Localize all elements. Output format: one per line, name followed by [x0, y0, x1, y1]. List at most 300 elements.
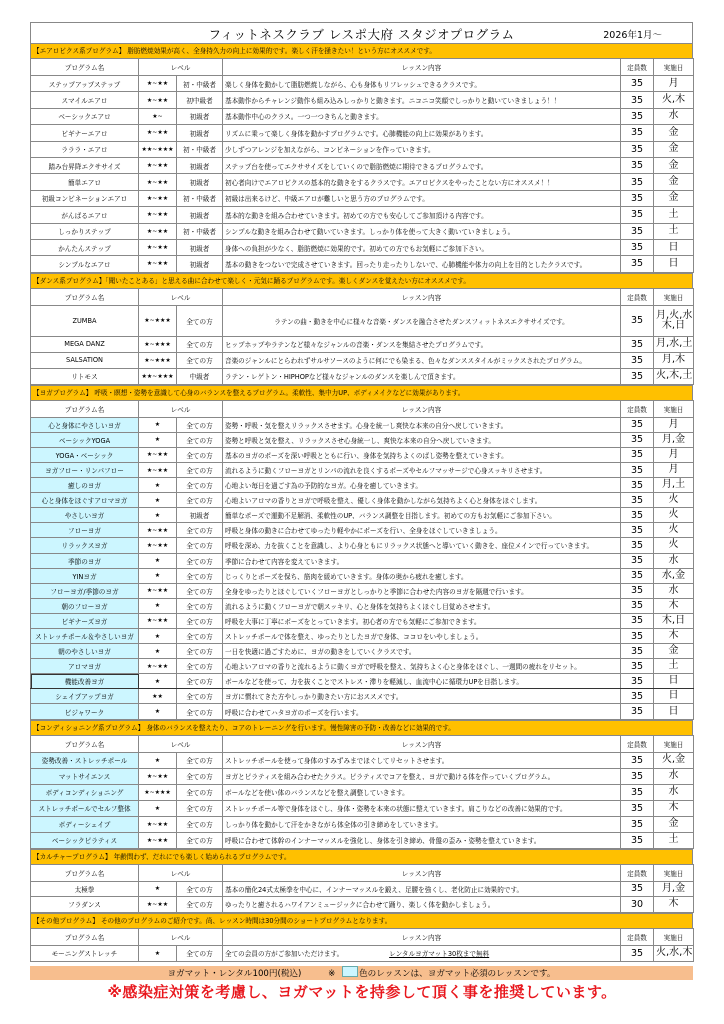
star-rating: ★	[139, 674, 177, 689]
table-row	[31, 674, 694, 689]
day: 日	[654, 256, 694, 272]
lesson-content: ボールなどを使い体のバランスなどを整え調整していきます。	[223, 784, 621, 800]
program-name: フラダンス	[31, 897, 139, 913]
level: 初・中級者	[177, 76, 223, 92]
capacity: 35	[621, 523, 654, 538]
table-row	[31, 157, 694, 173]
star-rating: ★	[139, 417, 177, 432]
capacity: 35	[621, 629, 654, 644]
star-rating: ★	[139, 478, 177, 493]
star-rating: ★~★★	[139, 256, 177, 272]
capacity: 35	[621, 207, 654, 223]
capacity: 35	[621, 613, 654, 628]
lesson-content: 心地よいアロマの香りと流れるように動くヨガで呼吸を整え、気持ちよく心と身体をほぐし、一週間の疲れをリセット。	[223, 659, 621, 674]
level: 全ての方	[177, 881, 223, 897]
program-name: MEGA DANZ	[31, 336, 139, 352]
capacity: 35	[621, 538, 654, 553]
program-name: ボディコンディショニング	[31, 784, 139, 800]
level: 全ての方	[177, 897, 223, 913]
star-rating: ★~★★★	[139, 352, 177, 368]
level: 初・中級者	[177, 223, 223, 239]
level: 全ての方	[177, 659, 223, 674]
program-name: シェイプアップヨガ	[31, 689, 139, 704]
table-row	[31, 508, 694, 523]
day: 日	[654, 704, 694, 719]
col-program-name: プログラム名	[31, 864, 139, 881]
col-program-name: プログラム名	[31, 928, 139, 945]
program-name: 太極拳	[31, 881, 139, 897]
lesson-content: ボールなどを使って、力を抜くことでストレス・滞りを軽減し、血流中心に循環力UPを目指します。	[223, 674, 621, 689]
star-rating: ★★~★★★	[139, 141, 177, 157]
lesson-content: 初級は出来るけど、中級エアロが難しいと思う方のプログラムです。	[223, 190, 621, 206]
col-capacity: 定員数	[621, 864, 654, 881]
lesson-content: ストレッチポール等で身体をほぐし、身体・姿勢を本来の状態に整えていきます。肩こりなどの改善に効果的です。	[223, 800, 621, 816]
day: 火	[654, 538, 694, 553]
col-content: レッスン内容	[223, 735, 621, 752]
level: 全ての方	[177, 945, 223, 961]
lesson-content: ステップ台を使ってエクササイズをしていくので脂肪燃焼に期待できるプログラムです。	[223, 157, 621, 173]
lesson-content: 心地よいアロマの香りとヨガで呼吸を整え、優しく身体を動かしながら気持ちよく心と身体をほぐします。	[223, 493, 621, 508]
program-name: スマイルエアロ	[31, 92, 139, 108]
star-rating: ★~★★	[139, 583, 177, 598]
level: 全ての方	[177, 417, 223, 432]
lesson-content: ストレッチポールを使って身体のすみずみまでほぐしてリセットさせます。	[223, 752, 621, 768]
table-row	[31, 462, 694, 477]
capacity: 35	[621, 768, 654, 784]
program-name: モーニングストレッチ	[31, 945, 139, 961]
lesson-content	[223, 945, 621, 961]
table-row	[31, 125, 694, 141]
level: 全ての方	[177, 800, 223, 816]
capacity: 35	[621, 659, 654, 674]
level: 全ての方	[177, 493, 223, 508]
star-rating: ★~★★	[139, 538, 177, 553]
program-name: 姿勢改善・ストレッチポール	[31, 752, 139, 768]
level: 全ての方	[177, 336, 223, 352]
table-row	[31, 583, 694, 598]
table-row	[31, 368, 694, 384]
table-row	[31, 768, 694, 784]
day: 木	[654, 629, 694, 644]
program-name: 簡単エアロ	[31, 174, 139, 190]
day: 水	[654, 108, 694, 124]
day: 火,水,木	[654, 945, 694, 961]
program-name: アロマヨガ	[31, 659, 139, 674]
day: 金	[654, 141, 694, 157]
level: 全ての方	[177, 538, 223, 553]
program-name: 機能改善ヨガ	[31, 674, 139, 689]
capacity: 35	[621, 336, 654, 352]
star-rating: ★~★★	[139, 897, 177, 913]
program-name: YOGA・ベーシック	[31, 447, 139, 462]
table-row	[31, 784, 694, 800]
col-level: レベル	[139, 928, 223, 945]
star-rating: ★~★★	[139, 223, 177, 239]
col-content: レッスン内容	[223, 864, 621, 881]
capacity: 35	[621, 190, 654, 206]
capacity: 35	[621, 816, 654, 832]
table-row	[31, 523, 694, 538]
program-name: ビギナーズヨガ	[31, 613, 139, 628]
capacity: 35	[621, 305, 654, 336]
section-heading-culture: 【カルチャープログラム】 年齢問わず、だれにでも楽しく始められるプログラムです。	[30, 849, 693, 864]
table-row	[31, 352, 694, 368]
lesson-content: しっかり体を動かして汗をかきながら体全体の引き締めをしていきます。	[223, 816, 621, 832]
lesson-content: 呼吸を深め、力を抜くことを意識し、より心身ともにリラックス状態へと導いていく動きを、座位メインで行っていきます。	[223, 538, 621, 553]
day: 月	[654, 447, 694, 462]
program-name: リトモス	[31, 368, 139, 384]
level: 全ての方	[177, 462, 223, 477]
star-rating: ★	[139, 568, 177, 583]
day: 火,木	[654, 92, 694, 108]
mat-rental-text: ヨガマット・レンタル100円(税込)	[167, 969, 302, 979]
lesson-content: 流れるように動くフローヨガで朝スッキリ、心と身体を気持ちよくほぐし目覚めさせます。	[223, 598, 621, 613]
program-name: リラックスヨガ	[31, 538, 139, 553]
capacity: 35	[621, 704, 654, 719]
star-rating: ★	[139, 508, 177, 523]
col-program-name: プログラム名	[31, 288, 139, 305]
table-row	[31, 689, 694, 704]
col-day: 実施日	[654, 400, 694, 417]
page-title: フィットネスクラブ レスポ大府 スタジオプログラム	[208, 27, 515, 42]
col-level: レベル	[139, 735, 223, 752]
level: 全ての方	[177, 629, 223, 644]
program-name: がんばるエアロ	[31, 207, 139, 223]
table-row	[31, 613, 694, 628]
star-rating: ★~★★	[139, 768, 177, 784]
table-row	[31, 881, 694, 897]
culture-table	[30, 864, 694, 913]
star-rating: ★★~★★★	[139, 368, 177, 384]
col-program-name: プログラム名	[31, 735, 139, 752]
table-row	[31, 223, 694, 239]
level: 全ての方	[177, 352, 223, 368]
col-capacity: 定員数	[621, 928, 654, 945]
star-rating: ★~★★	[139, 207, 177, 223]
lesson-content: ラテンの曲・動きを中心に様々な音楽・ダンスを融合させたダンスフィットネスエクササイズです。	[223, 305, 621, 336]
star-rating: ★	[139, 800, 177, 816]
mat-required-color-swatch	[342, 966, 358, 977]
col-content: レッスン内容	[223, 400, 621, 417]
column-header-row	[31, 735, 694, 752]
program-name: ラララ・エアロ	[31, 141, 139, 157]
star-rating: ★	[139, 945, 177, 961]
level: 初級者	[177, 125, 223, 141]
day: 水	[654, 553, 694, 568]
table-row	[31, 816, 694, 832]
star-rating: ★~★★	[139, 613, 177, 628]
capacity: 35	[621, 493, 654, 508]
day: 木	[654, 598, 694, 613]
col-content: レッスン内容	[223, 59, 621, 76]
lesson-content: 少しずつアレンジを加えながら、コンビネーションを作っていきます。	[223, 141, 621, 157]
day: 金	[654, 174, 694, 190]
day: 木	[654, 800, 694, 816]
level: 初級者	[177, 157, 223, 173]
star-rating: ★	[139, 752, 177, 768]
table-row	[31, 832, 694, 848]
section-heading-yoga: 【ヨガプログラム】 呼吸・瞑想・姿勢を意識して心身のバランスを整えるプログラム。柔軟性、集中力UP、ボディメイクなどに効果があります。	[30, 385, 693, 400]
capacity: 35	[621, 553, 654, 568]
star-rating: ★~★★	[139, 174, 177, 190]
level: 全ての方	[177, 613, 223, 628]
level: 初級者	[177, 108, 223, 124]
day: 水	[654, 784, 694, 800]
day: 金	[654, 157, 694, 173]
dance-table	[30, 288, 694, 385]
level: 初・中級者	[177, 190, 223, 206]
level: 中級者	[177, 368, 223, 384]
capacity: 35	[621, 832, 654, 848]
star-rating: ★★	[139, 689, 177, 704]
day: 火,木,土	[654, 368, 694, 384]
program-name: ヨガフロー・リンパフロー	[31, 462, 139, 477]
day: 火	[654, 493, 694, 508]
yoga-table	[30, 400, 694, 720]
table-row	[31, 92, 694, 108]
table-row	[31, 493, 694, 508]
day: 金	[654, 644, 694, 659]
program-name: 心と身体をほぐすアロマヨガ	[31, 493, 139, 508]
star-rating: ★	[139, 629, 177, 644]
lesson-content: じっくりとポーズを保ち、筋肉を緩めていきます。身体の奥から疲れを癒します。	[223, 568, 621, 583]
day: 日	[654, 674, 694, 689]
program-name: シンプルなエアロ	[31, 256, 139, 272]
day: 水	[654, 768, 694, 784]
lesson-content: リズムに乗って楽しく身体を動かすプログラムです。心肺機能の向上に効果があります。	[223, 125, 621, 141]
col-level: レベル	[139, 59, 223, 76]
table-row	[31, 417, 694, 432]
program-name: マットサイエンス	[31, 768, 139, 784]
col-day: 実施日	[654, 928, 694, 945]
star-rating: ★	[139, 493, 177, 508]
footer-bar	[30, 966, 693, 980]
column-header-row	[31, 59, 694, 76]
level: 全ての方	[177, 478, 223, 493]
level: 初級者	[177, 207, 223, 223]
capacity: 35	[621, 239, 654, 255]
star-rating: ★~★★	[139, 816, 177, 832]
lesson-content: 基本動作中心のクラス。一つ一つきちんと動きます。	[223, 108, 621, 124]
program-name: かんたんステップ	[31, 239, 139, 255]
color-legend-text: 色のレッスンは、ヨガマット必須のレッスンです。	[359, 969, 556, 979]
star-rating: ★~★★	[139, 659, 177, 674]
capacity: 35	[621, 223, 654, 239]
day: 火	[654, 508, 694, 523]
program-name: ベーシックピラティス	[31, 832, 139, 848]
star-rating: ★	[139, 644, 177, 659]
level: 全ての方	[177, 784, 223, 800]
level: 初中級者	[177, 92, 223, 108]
star-rating: ★~★★★	[139, 336, 177, 352]
capacity: 35	[621, 76, 654, 92]
program-name: やさしいヨガ	[31, 508, 139, 523]
table-row	[31, 897, 694, 913]
capacity: 35	[621, 752, 654, 768]
capacity: 35	[621, 417, 654, 432]
col-day: 実施日	[654, 59, 694, 76]
capacity: 35	[621, 800, 654, 816]
day: 土	[654, 207, 694, 223]
col-program-name: プログラム名	[31, 400, 139, 417]
star-rating: ★	[139, 598, 177, 613]
level: 全ての方	[177, 553, 223, 568]
section-heading-aerobics: 【エアロビクス系プログラム】 脂肪燃焼効果が高く、全身持久力の向上に効果的です。楽しく汗を掻きたい！という方にオススメです。	[30, 43, 693, 58]
capacity: 35	[621, 689, 654, 704]
col-capacity: 定員数	[621, 288, 654, 305]
col-day: 実施日	[654, 864, 694, 881]
capacity: 35	[621, 125, 654, 141]
table-row	[31, 256, 694, 272]
program-name: ステップアップステップ	[31, 76, 139, 92]
lesson-content: ヨガに慣れてきた方やしっかり動きたい方におススメです。	[223, 689, 621, 704]
note-mark: ※	[328, 969, 336, 979]
table-row	[31, 305, 694, 336]
level: 初級者	[177, 239, 223, 255]
lesson-content: 心地よい毎日を過ごす為の予防的なヨガ。心身を癒していきます。	[223, 478, 621, 493]
capacity: 35	[621, 508, 654, 523]
star-rating: ★~★★★	[139, 784, 177, 800]
day: 月,金	[654, 881, 694, 897]
capacity: 35	[621, 352, 654, 368]
day: 月	[654, 417, 694, 432]
program-name: SALSATION	[31, 352, 139, 368]
program-name: ボディーシェイプ	[31, 816, 139, 832]
lesson-content: 基本の動きをつないで完成させていきます。回ったり走ったりしないで、心肺機能や体力の向上を目的としたクラスです。	[223, 256, 621, 272]
day: 火,金	[654, 752, 694, 768]
table-row	[31, 108, 694, 124]
star-rating: ★	[139, 881, 177, 897]
col-day: 実施日	[654, 288, 694, 305]
lesson-content: 流れるように動くフローヨガとリンパの流れを良くするポーズやセルフマッサージで心身スッキリさせます。	[223, 462, 621, 477]
capacity: 35	[621, 157, 654, 173]
lesson-content: ヒップホップやラテンなど様々なジャンルの音楽・ダンスを集結させたプログラムです。	[223, 336, 621, 352]
lesson-content: 楽しく身体を動かして脂肪燃焼しながら、心も身体もリフレッシュできるクラスです。	[223, 76, 621, 92]
program-name: フローヨガ	[31, 523, 139, 538]
program-name: ZUMBA	[31, 305, 139, 336]
star-rating: ★~★★	[139, 239, 177, 255]
star-rating: ★~★★	[139, 125, 177, 141]
col-capacity: 定員数	[621, 735, 654, 752]
level: 全ての方	[177, 523, 223, 538]
day: 月,金	[654, 432, 694, 447]
star-rating: ★~★★★	[139, 305, 177, 336]
day: 月	[654, 76, 694, 92]
capacity: 35	[621, 644, 654, 659]
lesson-content: 基本動作からチャレンジ動作も組み込みしっかりと動きます。ニコニコ笑顔でしっかりと動いていきましょう！！	[223, 92, 621, 108]
col-level: レベル	[139, 288, 223, 305]
col-level: レベル	[139, 400, 223, 417]
table-row	[31, 190, 694, 206]
star-rating: ★~★★	[139, 447, 177, 462]
lesson-content: 全身をゆったりとほぐしていくフローヨガとしっかりと季節に合わせた内容のヨガを隔週で行います。	[223, 583, 621, 598]
column-header-row	[31, 864, 694, 881]
day: 月,木	[654, 352, 694, 368]
program-name: フローヨガ/季節のヨガ	[31, 583, 139, 598]
day: 木,日	[654, 613, 694, 628]
table-row	[31, 432, 694, 447]
program-name: ベーシックYOGA	[31, 432, 139, 447]
star-rating: ★~★★	[139, 462, 177, 477]
capacity: 35	[621, 583, 654, 598]
program-name: 朝のフローヨガ	[31, 598, 139, 613]
col-day: 実施日	[654, 735, 694, 752]
capacity: 35	[621, 598, 654, 613]
lesson-content: ストレッチポールで体を整え、ゆったりとしたヨガで身体、ココロをいやしましょう。	[223, 629, 621, 644]
capacity: 35	[621, 945, 654, 961]
day: 月,土	[654, 478, 694, 493]
table-row	[31, 141, 694, 157]
day: 木	[654, 897, 694, 913]
day-line-2: 木,日	[661, 319, 686, 331]
lesson-content: 呼吸と身体の動きに合わせてゆったり軽やかにポーズを行い、全身をほぐしていきましょう。	[223, 523, 621, 538]
table-row	[31, 478, 694, 493]
capacity: 35	[621, 881, 654, 897]
table-row	[31, 76, 694, 92]
day: 日	[654, 239, 694, 255]
program-name: ストレッチポールでセルフ整体	[31, 800, 139, 816]
table-row	[31, 659, 694, 674]
column-header-row	[31, 288, 694, 305]
day: 火	[654, 523, 694, 538]
lesson-content: シンプルな動きを組み合わせて動いていきます。しっかり体を使って大きく動いていきましょう。	[223, 223, 621, 239]
conditioning-table	[30, 735, 694, 849]
col-level: レベル	[139, 864, 223, 881]
section-heading-conditioning: 【コンディショニング系プログラム】 身体のバランスを整えたり、コアのトレーニングを行います。慢性障害の予防・改善などに効果的です。	[30, 720, 693, 735]
star-rating: ★~★★	[139, 832, 177, 848]
day: 土	[654, 832, 694, 848]
capacity: 35	[621, 478, 654, 493]
day: 金	[654, 816, 694, 832]
star-rating: ★~★★	[139, 190, 177, 206]
program-name: 心と身体にやさしいヨガ	[31, 417, 139, 432]
program-name: 朝のやさしいヨガ	[31, 644, 139, 659]
program-name: 季節のヨガ	[31, 553, 139, 568]
capacity: 35	[621, 447, 654, 462]
col-program-name: プログラム名	[31, 59, 139, 76]
day: 水	[654, 583, 694, 598]
capacity: 35	[621, 141, 654, 157]
col-capacity: 定員数	[621, 59, 654, 76]
day: 月	[654, 462, 694, 477]
level: 全ての方	[177, 598, 223, 613]
table-row	[31, 704, 694, 719]
lesson-content: ゆったりと癒されるハワイアンミュージックに合わせて踊り、楽しく体を動かしましょう。	[223, 897, 621, 913]
day: 水,金	[654, 568, 694, 583]
level: 初級者	[177, 256, 223, 272]
day: 土	[654, 659, 694, 674]
table-row	[31, 336, 694, 352]
star-rating: ★	[139, 432, 177, 447]
table-row	[31, 752, 694, 768]
table-row	[31, 644, 694, 659]
level: 全ての方	[177, 305, 223, 336]
capacity: 35	[621, 368, 654, 384]
capacity: 35	[621, 462, 654, 477]
level: 全ての方	[177, 583, 223, 598]
program-name: 癒しのヨガ	[31, 478, 139, 493]
program-name: しっかりステップ	[31, 223, 139, 239]
table-row	[31, 538, 694, 553]
level: 初級者	[177, 508, 223, 523]
program-name: 踏み台昇降エクササイズ	[31, 157, 139, 173]
level: 全ての方	[177, 832, 223, 848]
star-rating: ★~★★	[139, 157, 177, 173]
day: 土	[654, 223, 694, 239]
level: 全ての方	[177, 689, 223, 704]
level: 全ての方	[177, 674, 223, 689]
capacity: 35	[621, 432, 654, 447]
